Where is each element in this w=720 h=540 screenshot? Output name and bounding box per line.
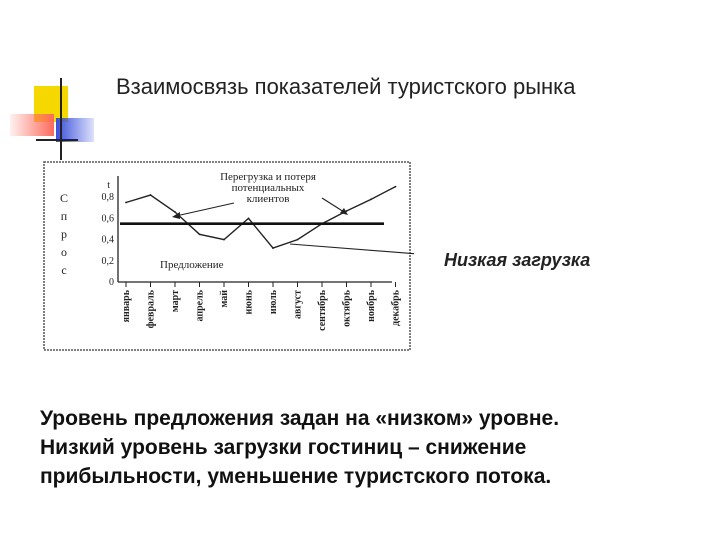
x-tick-label: март — [170, 290, 181, 313]
data-point — [223, 239, 225, 241]
data-point — [370, 198, 372, 200]
annotation-overload-line: потенциальных — [231, 182, 305, 194]
x-tick-label: июль — [268, 290, 279, 315]
data-point — [125, 202, 127, 204]
x-tick-label: февраль — [145, 290, 157, 329]
chart-svg — [42, 158, 414, 354]
bottom-text — [40, 404, 700, 491]
annotation-supply-label: Предложение — [160, 259, 224, 271]
x-tick-label: сентябрь — [317, 290, 328, 331]
x-tick-label: август — [292, 290, 304, 319]
x-tick-label: апрель — [194, 290, 206, 322]
data-point — [199, 233, 201, 235]
data-point — [174, 211, 176, 213]
annotation-overload-line: Перегрузка и потеря — [220, 171, 316, 183]
y-axis-top-label: t — [107, 180, 110, 191]
body-line-3: прибыльности, уменьшение туристского потока. — [40, 465, 552, 488]
y-tick-label: 0,4 — [101, 234, 114, 246]
y-axis-label-letter: с — [61, 263, 67, 277]
data-point — [395, 186, 397, 188]
chart — [42, 158, 414, 354]
y-axis-label-letter: о — [61, 245, 67, 259]
y-tick-label: 0,6 — [101, 213, 114, 225]
x-tick-label: июнь — [243, 290, 255, 315]
low-load-label: Низкая загрузка — [444, 250, 591, 270]
slide-title: Взаимосвязь показателей туристского рынка — [116, 74, 576, 99]
y-axis-label-letter: С — [59, 191, 69, 205]
x-tick-label: январь — [121, 290, 132, 323]
x-tick-label: октябрь — [341, 290, 353, 327]
x-tick-label: май — [219, 290, 230, 308]
data-point — [150, 194, 152, 196]
chart-border — [44, 162, 410, 350]
decor-horizontal-line — [36, 139, 78, 141]
y-tick-label: 0,2 — [101, 255, 114, 267]
body-line-2: Низкий уровень загрузки гостиниц – снижение — [40, 436, 527, 459]
y-tick-label: 0,8 — [101, 192, 114, 204]
y-axis-label-letter: п — [60, 209, 68, 223]
decor-red-square — [10, 114, 54, 136]
data-point — [297, 239, 299, 241]
x-tick-label: декабрь — [390, 290, 402, 326]
data-point — [272, 247, 274, 249]
body-line-1: Уровень предложения задан на «низком» уровне. — [40, 407, 560, 430]
annotation-overload-line: клиентов — [246, 193, 290, 205]
x-tick-label: ноябрь — [366, 290, 377, 322]
y-axis-label-letter: р — [61, 227, 67, 241]
y-tick-label: 0 — [109, 277, 114, 288]
decor-vertical-line — [60, 78, 62, 160]
data-point — [248, 218, 250, 220]
